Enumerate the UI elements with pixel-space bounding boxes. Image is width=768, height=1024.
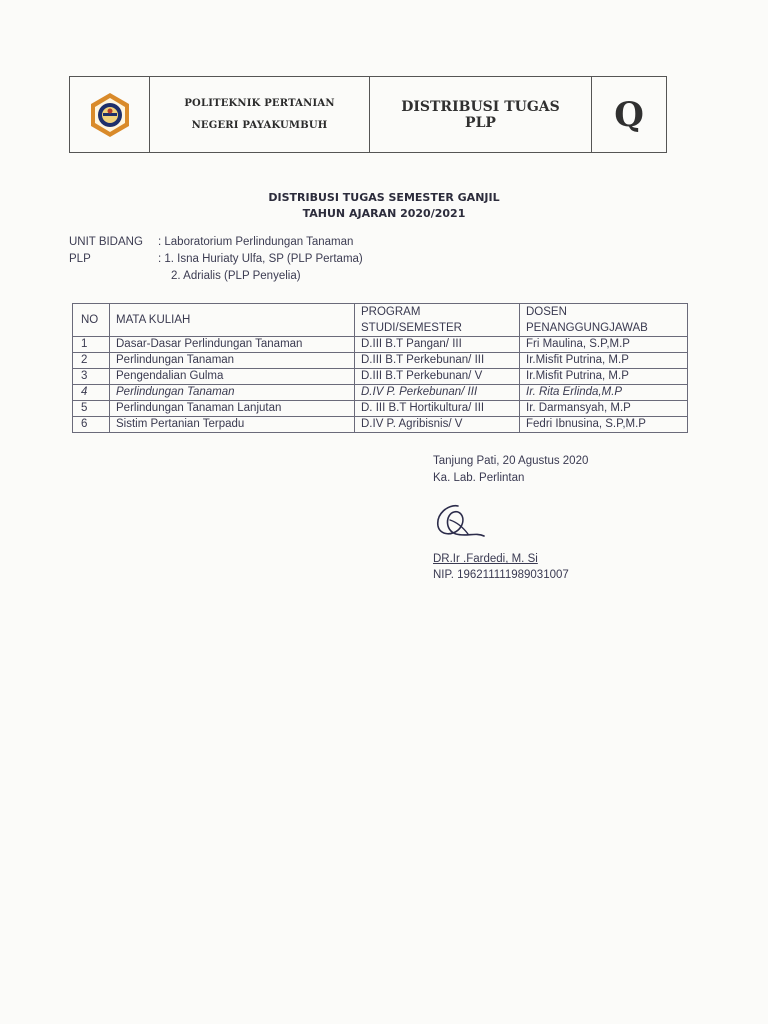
cell-program: D.IV P. Perkebunan/ III bbox=[355, 385, 520, 401]
cell-no: 5 bbox=[73, 401, 110, 417]
cell-mata-kuliah: Perlindungan Tanaman Lanjutan bbox=[110, 401, 355, 417]
header-mata-kuliah: MATA KULIAH bbox=[110, 304, 355, 337]
cell-program: D. III B.T Hortikultura/ III bbox=[355, 401, 520, 417]
cell-mata-kuliah: Sistim Pertanian Terpadu bbox=[110, 417, 355, 433]
cell-no: 2 bbox=[73, 353, 110, 369]
institution-line-1: POLITEKNIK PERTANIAN bbox=[184, 97, 335, 109]
header-program-line-1: PROGRAM bbox=[361, 306, 421, 318]
cell-dosen: Ir. Darmansyah, M.P bbox=[520, 401, 688, 417]
page-title-line-2: TAHUN AJARAN 2020/2021 bbox=[302, 207, 466, 220]
institution-logo bbox=[86, 91, 134, 139]
cell-dosen: Ir.Misfit Putrina, M.P bbox=[520, 369, 688, 385]
header-dosen-line-2: PENANGGUNGJAWAB bbox=[526, 322, 648, 334]
signatory-name: DR.Ir .Fardedi, M. Si bbox=[433, 553, 538, 565]
cell-no: 1 bbox=[73, 337, 110, 353]
unit-value: : Laboratorium Perlindungan Tanaman bbox=[158, 236, 354, 248]
institution-name-cell bbox=[150, 77, 370, 152]
header-program-line-2: STUDI/SEMESTER bbox=[361, 322, 462, 334]
signature-place-date: Tanjung Pati, 20 Agustus 2020 bbox=[433, 455, 589, 467]
document-header bbox=[69, 76, 667, 153]
doc-title-line-1: DISTRIBUSI TUGAS bbox=[401, 98, 560, 115]
institution-line-2: NEGERI PAYAKUMBUH bbox=[191, 119, 328, 131]
signatory-nip: NIP. 196211111989031007 bbox=[433, 569, 569, 581]
logo-cell bbox=[70, 77, 150, 152]
plp-value-2: 2. Adrialis (PLP Penyelia) bbox=[171, 270, 301, 282]
cell-mata-kuliah: Perlindungan Tanaman bbox=[110, 385, 355, 401]
header-program bbox=[355, 304, 520, 337]
table-row bbox=[73, 369, 688, 385]
signature-role: Ka. Lab. Perlintan bbox=[433, 472, 525, 484]
cell-program: D.III B.T Perkebunan/ V bbox=[355, 369, 520, 385]
cell-dosen: Ir.Misfit Putrina, M.P bbox=[520, 353, 688, 369]
cell-no: 6 bbox=[73, 417, 110, 433]
doc-code: Q bbox=[614, 94, 644, 135]
cell-program: D.IV P. Agribisnis/ V bbox=[355, 417, 520, 433]
task-distribution-table bbox=[72, 303, 688, 433]
cell-mata-kuliah: Perlindungan Tanaman bbox=[110, 353, 355, 369]
cell-dosen: Fedri Ibnusina, S.P,M.P bbox=[520, 417, 688, 433]
header-dosen-line-1: DOSEN bbox=[526, 306, 567, 318]
table-row bbox=[73, 337, 688, 353]
page-title-line-1: DISTRIBUSI TUGAS SEMESTER GANJIL bbox=[268, 191, 500, 204]
doc-code-cell bbox=[592, 77, 666, 152]
cell-program: D.III B.T Pangan/ III bbox=[355, 337, 520, 353]
cell-mata-kuliah: Dasar-Dasar Perlindungan Tanaman bbox=[110, 337, 355, 353]
table-row bbox=[73, 385, 688, 401]
cell-no: 4 bbox=[73, 385, 110, 401]
header-no: NO bbox=[73, 304, 110, 337]
handwritten-signature bbox=[428, 500, 488, 544]
cell-no: 3 bbox=[73, 369, 110, 385]
table-header-row bbox=[73, 304, 688, 337]
table-row bbox=[73, 417, 688, 433]
table-row bbox=[73, 353, 688, 369]
cell-dosen: Ir. Rita Erlinda,M.P bbox=[520, 385, 688, 401]
header-dosen bbox=[520, 304, 688, 337]
doc-title-cell bbox=[370, 77, 592, 152]
cell-program: D.III B.T Perkebunan/ III bbox=[355, 353, 520, 369]
plp-label: PLP bbox=[69, 253, 91, 265]
unit-label: UNIT BIDANG bbox=[69, 236, 143, 248]
plp-value-1: : 1. Isna Huriaty Ulfa, SP (PLP Pertama) bbox=[158, 253, 363, 265]
cell-dosen: Fri Maulina, S.P,M.P bbox=[520, 337, 688, 353]
doc-title-line-2: PLP bbox=[465, 114, 496, 131]
cell-mata-kuliah: Pengendalian Gulma bbox=[110, 369, 355, 385]
table-row bbox=[73, 401, 688, 417]
